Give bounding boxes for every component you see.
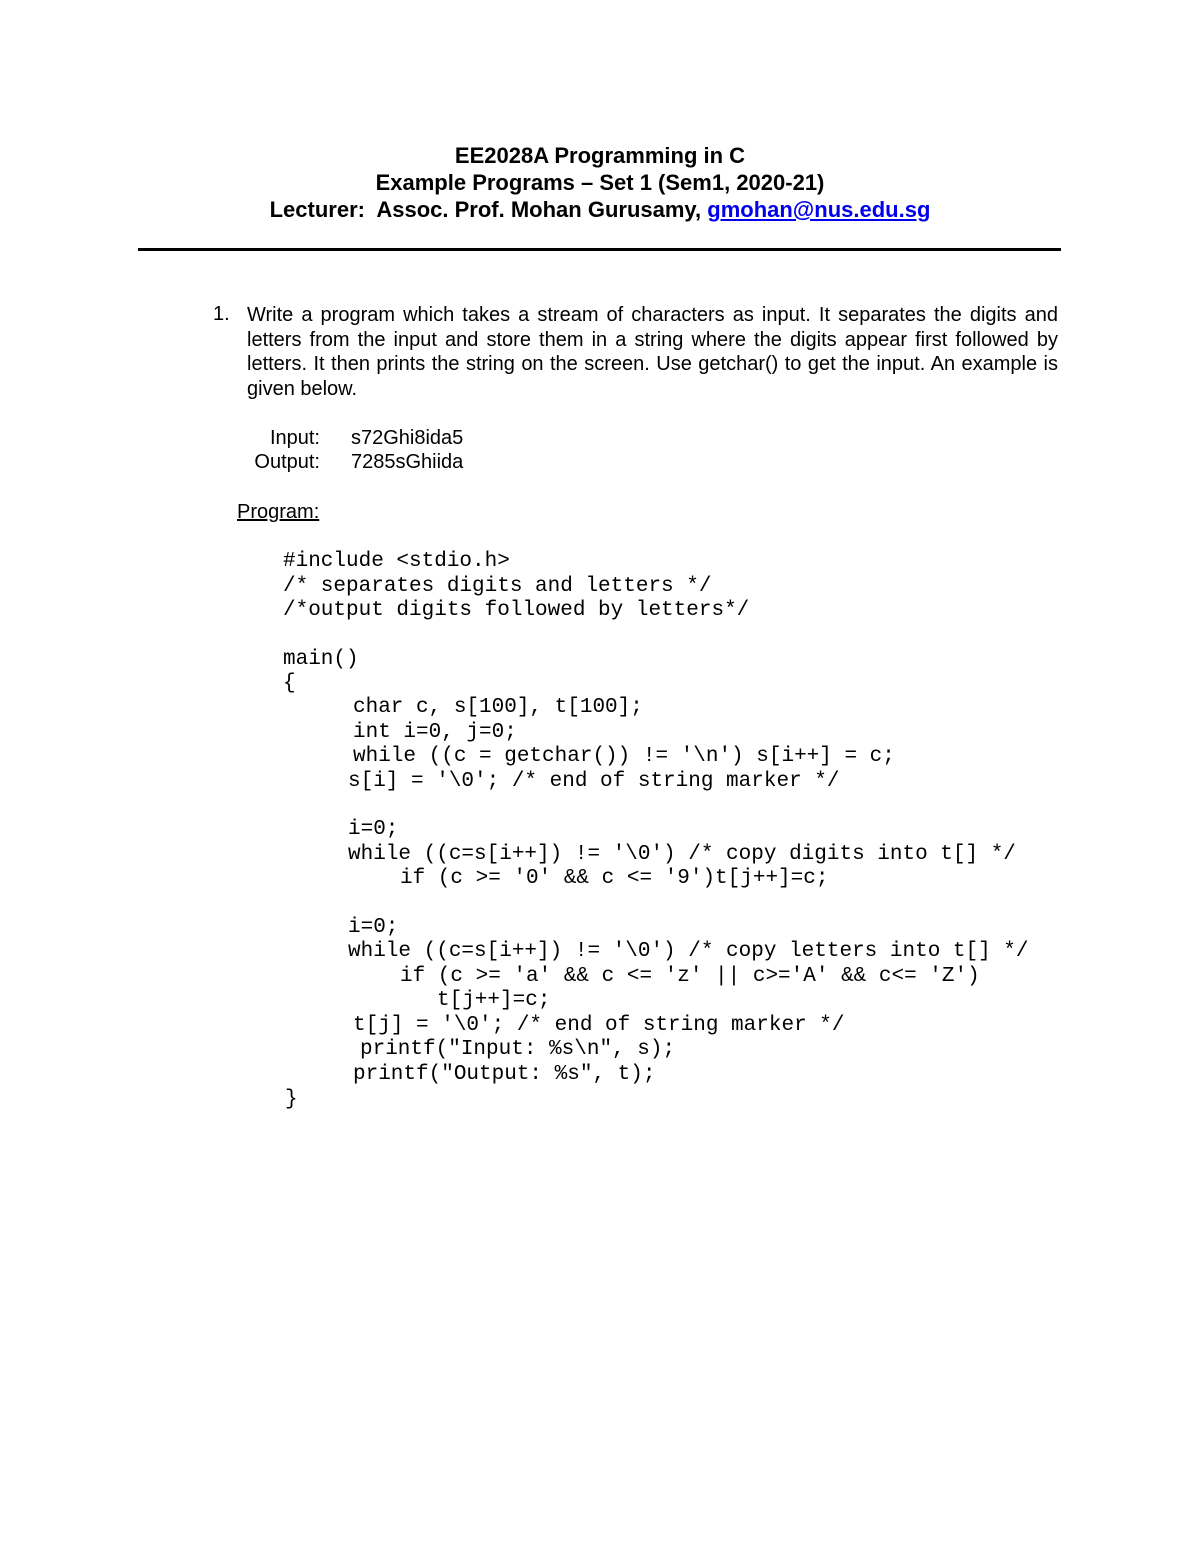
question-number: 1. (213, 303, 230, 325)
code-line: main() (283, 648, 359, 671)
input-value: s72Ghi8ida5 (351, 427, 464, 449)
course-title: EE2028A Programming in C (454, 143, 746, 168)
document-subtitle: Example Programs – Set 1 (Sem1, 2020-21) (375, 170, 825, 195)
code-line: while ((c = getchar()) != '\n') s[i++] = c; (353, 745, 895, 768)
code-line: { (283, 672, 296, 695)
code-line: s[i] = '\0'; /* end of string marker */ (348, 770, 840, 793)
question-text: Write a program which takes a stream of characters as input. It separates the digits and letters from the input and store them in a string where the digits appear first followed by letters. It then prints the string on the screen. Use getchar() to get the input. An example is given below. (247, 304, 1058, 400)
code-line: if (c >= '0' && c <= '9')t[j++]=c; (400, 867, 829, 890)
output-value: 7285sGhiida (351, 451, 464, 473)
lecturer-line (0, 197, 1200, 223)
code-line: while ((c=s[i++]) != '\0') /* copy letters into t[] */ (348, 940, 1029, 963)
code-line: printf("Input: %s\n", s); (360, 1038, 676, 1061)
code-line: t[j] = '\0'; /* end of string marker */ (353, 1014, 845, 1037)
code-line: #include <stdio.h> (283, 550, 510, 573)
program-heading: Program: (237, 501, 320, 523)
code-line: char c, s[100], t[100]; (353, 696, 643, 719)
code-line: int i=0, j=0; (353, 721, 517, 744)
code-line: /* separates digits and letters */ (283, 575, 712, 598)
code-line: i=0; (348, 916, 399, 939)
email-link[interactable]: gmohan@nus.edu.sg (707, 197, 931, 222)
output-label: Output: (254, 451, 320, 473)
code-line: printf("Output: %s", t); (353, 1063, 656, 1086)
code-line: i=0; (348, 818, 399, 841)
code-line: t[j++]=c; (437, 989, 551, 1012)
code-line: if (c >= 'a' && c <= 'z' || c>='A' && c<= 'Z') (400, 965, 980, 988)
code-line: while ((c=s[i++]) != '\0') /* copy digits into t[] */ (348, 843, 1016, 866)
lecturer-label: Lecturer: Assoc. Prof. Mohan Gurusamy, (269, 197, 708, 222)
code-line: /*output digits followed by letters*/ (283, 599, 750, 622)
code-line: } (285, 1088, 298, 1111)
header-divider (138, 248, 1061, 251)
input-label: Input: (269, 427, 320, 449)
